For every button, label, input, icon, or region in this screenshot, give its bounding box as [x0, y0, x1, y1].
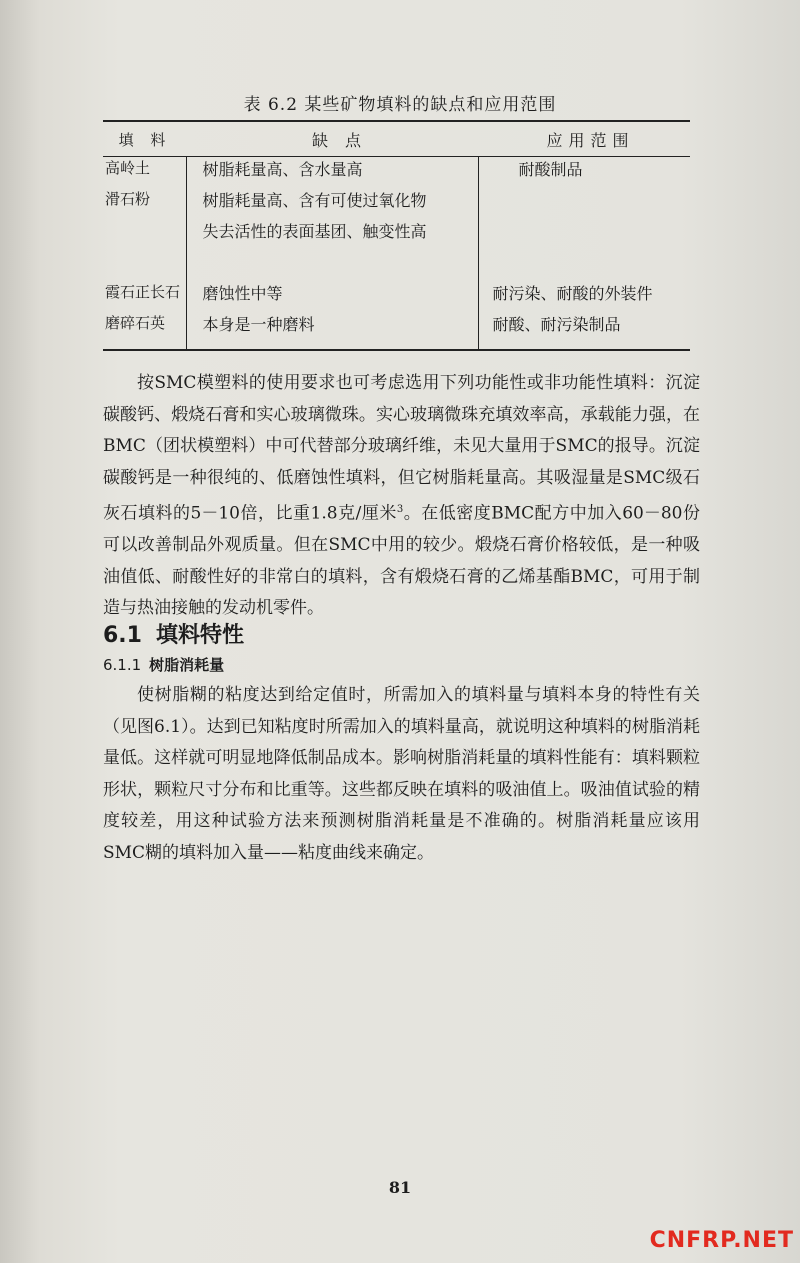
section-heading [103, 618, 244, 649]
cell-filler: 磨碎石英 [103, 312, 186, 350]
header-application: 应用范围 [478, 121, 690, 157]
table-row [103, 157, 690, 189]
section-number: 6.1 [103, 623, 142, 648]
cell-application: 耐酸制品 [478, 157, 690, 189]
watermark-logo: CNFRP.NET [649, 1228, 794, 1253]
paragraph-text-part: 。在低密度BMC配方中加入60－80份可以改善制品外观质量。但在SMC中用的较少。煅烧石膏价格较低，是一种吸油值低、耐酸性好的非常白的填料，含有煅烧石膏的乙烯基酯BMC，可用于制造与热油接触的发动机零件。 [103, 503, 700, 619]
spacer-cell [186, 250, 478, 281]
table-row [103, 312, 690, 350]
section-title: 填料特性 [155, 623, 244, 648]
table-caption: 表 6.2 某些矿物填料的缺点和应用范围 [243, 95, 557, 115]
cell-filler: 霞石正长石 [105, 283, 181, 301]
cell-defect: 失去活性的表面基团、触变性高 [186, 219, 478, 250]
table-row [103, 188, 690, 219]
cell-application [478, 188, 690, 219]
spacer-cell [103, 250, 186, 281]
superscript: 3 [396, 504, 404, 515]
cell-application: 耐污染、耐酸的外装件 [478, 281, 690, 312]
page-number: 81 [388, 1178, 412, 1197]
cell-defect: 树脂耗量高、含有可使过氧化物 [186, 188, 478, 219]
filler-table [103, 120, 690, 351]
table-row [103, 281, 690, 312]
table-row [103, 219, 690, 250]
paragraph-text [103, 368, 700, 625]
paragraph-text-part: 按SMC模塑料的使用要求也可考虑选用下列功能性或非功能性填料：沉淀碳酸钙、煅烧石膏和实心玻璃微珠。实心玻璃微珠充填效率高，承载能力强，在BMC（团状模塑料）中可代替部分玻璃纤维，未见大量用于SMC的报导。沉淀碳酸钙是一种很纯的、低磨蚀性填料，但它树脂耗量高。其吸湿量是SMC级石灰石填料的5－10倍，比重1.8克/厘米 [103, 373, 700, 524]
cell-application [478, 219, 690, 250]
header-defect: 缺 点 [186, 121, 478, 157]
table-spacer-row [103, 250, 690, 281]
cell-application: 耐酸、耐污染制品 [478, 312, 690, 350]
subsection-title: 树脂消耗量 [149, 656, 225, 674]
cell-filler: 滑石粉 [105, 190, 151, 208]
cell-filler: 高岭土 [105, 159, 151, 177]
subsection-number: 6.1.1 [103, 656, 142, 674]
subsection-heading [103, 654, 224, 675]
paragraph-text: 使树脂糊的粘度达到给定值时，所需加入的填料量与填料本身的特性有关（见图6.1）。达到已知粘度时所需加入的填料量高，就说明这种填料的树脂消耗量低。这样就可明显地降低制品成本。影响树脂消耗量的填料性能有：填料颗粒形状，颗粒尺寸分布和比重等。这些都反映在填料的吸油值上。吸油值试验的精度较差，用这种试验方法来预测树脂消耗量是不准确的。树脂消耗量应该用SMC糊的填料加入量——粘度曲线来确定。 [103, 685, 700, 863]
cell-defect: 磨蚀性中等 [186, 281, 478, 312]
cell-defect: 树脂耗量高、含水量高 [186, 157, 478, 189]
cell-filler [103, 219, 186, 250]
header-filler: 填 料 [103, 121, 186, 157]
paragraph-resin-consumption [103, 680, 700, 869]
cell-defect: 本身是一种磨料 [186, 312, 478, 350]
spacer-cell [478, 250, 690, 281]
table-header-row [103, 121, 690, 157]
paragraph-fillers [103, 368, 700, 625]
